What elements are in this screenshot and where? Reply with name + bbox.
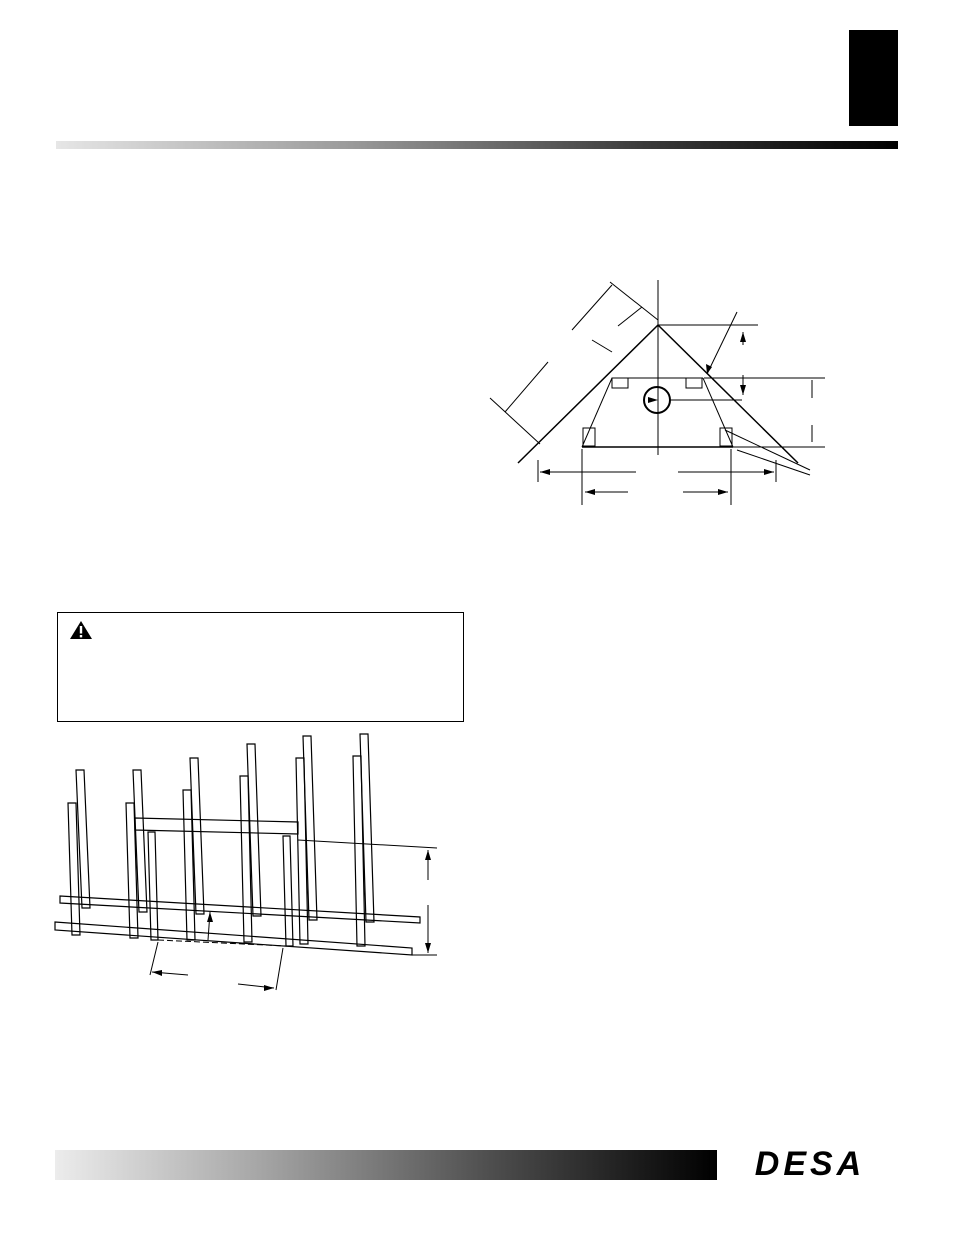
footer-gradient-rule — [55, 1150, 717, 1180]
left-wall-line — [518, 325, 658, 463]
right-wall-line — [658, 325, 798, 463]
corner-plan-diagram — [480, 270, 840, 515]
header-gradient-rule — [56, 141, 898, 149]
warning-box — [57, 612, 464, 722]
wall-framing-diagram — [50, 730, 445, 995]
page-section-tab — [849, 30, 898, 126]
desa-logo-text: DESA — [754, 1145, 866, 1183]
warning-triangle-icon — [69, 620, 93, 640]
